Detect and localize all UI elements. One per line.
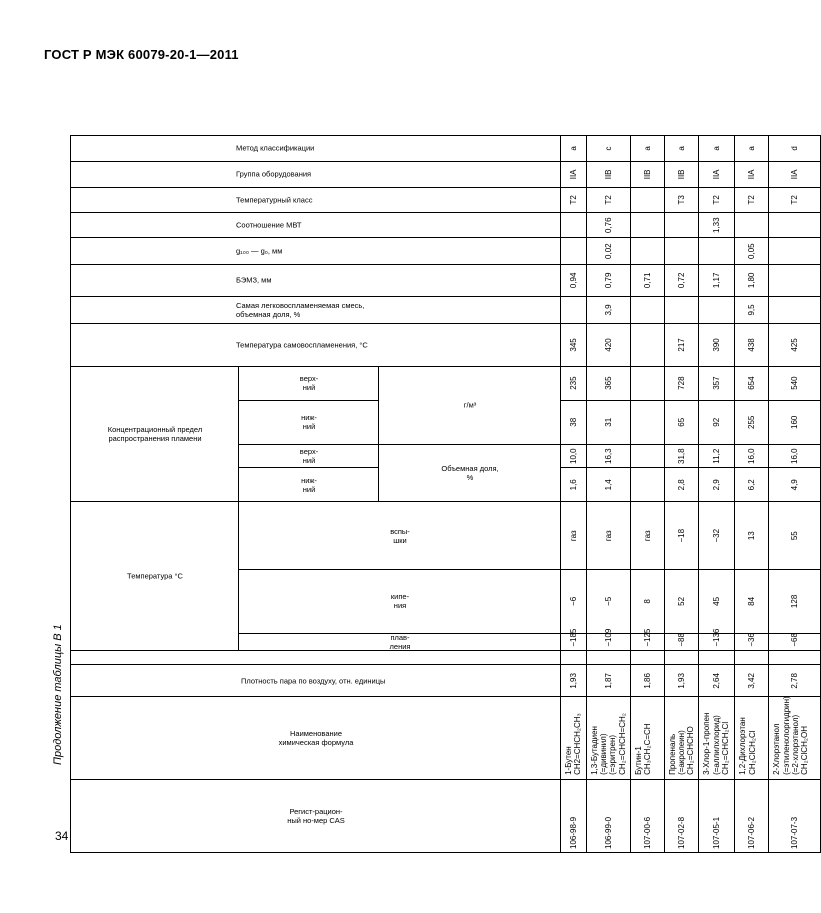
cell-hg: 540 [769,366,821,400]
cell-me: a [664,135,699,161]
cell-tf: −18 [664,502,699,570]
header-t-flash: вспы-шки [239,502,561,570]
cell-mi [630,213,664,238]
cell-density: 2,64 [699,665,735,697]
cell-density: 2,78 [769,665,821,697]
cell-hv [630,445,664,468]
cell-tb: 52 [664,570,699,634]
cell-me: a [630,135,664,161]
cell-mx [664,296,699,324]
cell-name [630,697,664,780]
table-row [735,83,769,853]
cell-bm: 0,94 [561,264,587,296]
cell-lg: 92 [699,400,735,445]
cell-density: 3,42 [735,665,769,697]
name-line: Бутин-1 [633,746,643,775]
name-line: 1,2-Дихлорэтан [738,717,748,775]
cell-density: 1,93 [561,665,587,697]
header-density: Плотность пара по воздуху, отн. единицы [71,665,561,697]
cell-tc: T2 [587,187,631,212]
cell-me: a [699,135,735,161]
substance-table [70,83,821,853]
cell-gd [561,238,587,264]
cell-mi [561,213,587,238]
cell-ai: 438 [735,324,769,366]
cell-density: 1,93 [664,665,699,697]
cell-lv: 6,2 [735,468,769,502]
header-gm3: г/м³ [379,366,561,444]
cell-lv [630,468,664,502]
header-autoignition: Температура самовоспламенения, °С [71,324,561,366]
header-low-gm3: ниж-ний [239,400,379,445]
header-concentration: Концентрационный предел распространения пламени [71,366,239,502]
cell-mx [769,296,821,324]
cell-lg [630,400,664,445]
header-tclass: Температурный класс [71,187,561,212]
cell-spacer [699,650,735,665]
header-low-vol: ниж-ний [239,468,379,502]
cell-gd: 0,05 [735,238,769,264]
cell-lv: 4,9 [769,468,821,502]
cell-tb: −5 [587,570,631,634]
cell-cas: 107-05-1 [699,779,735,852]
header-high-gm3: верх-ний [239,366,379,400]
cell-hg: 654 [735,366,769,400]
cell-hg [630,366,664,400]
name-line: (=дивинил) [599,733,609,775]
cell-cas: 106-99-0 [587,779,631,852]
cell-me: c [587,135,631,161]
cell-gr: IIA [735,162,769,187]
cell-ai: 420 [587,324,631,366]
cell-name [664,697,699,780]
rotated-table-wrapper [70,83,809,853]
cell-name [587,697,631,780]
cell-density: 1,86 [630,665,664,697]
name-line: (=аллилхлорид) [711,715,721,775]
header-mixture: Самая легковоспламеняемая смесь, объемная доля, % [71,296,561,324]
name-line: CH₃CH₂C=CH [642,723,652,775]
table-row [769,83,821,853]
cell-ai: 425 [769,324,821,366]
header-high-vol: верх-ний [239,445,379,468]
cell-tb: 128 [769,570,821,634]
cell-tb: −6 [561,570,587,634]
cell-hv: 16,0 [769,445,821,468]
cell-hv: 16,0 [735,445,769,468]
cell-hv: 10,0 [561,445,587,468]
cell-bm: 0,72 [664,264,699,296]
cell-lv: 1,6 [561,468,587,502]
cell-spacer [664,650,699,665]
name-line: 1-Бутен [564,746,573,775]
cell-spacer [587,650,631,665]
header-gap [71,650,561,665]
cell-cas: 107-02-8 [664,779,699,852]
cell-gr: IIA [561,162,587,187]
table-caption: Продолжение таблицы В 1 [52,624,64,765]
header-volume-fraction: Объемная доля, % [379,445,561,502]
cell-ai: 390 [699,324,735,366]
header-name: Наименование химическая формула [71,697,561,780]
cell-gr: IIA [769,162,821,187]
cell-hv: 31,8 [664,445,699,468]
cell-mx [699,296,735,324]
cell-hg: 728 [664,366,699,400]
cell-lv: 2,8 [664,468,699,502]
name-line: CH₂=CHCH₂Cl [720,721,730,775]
cell-lg: 65 [664,400,699,445]
name-line: (=акролеин) [676,730,686,775]
cell-gd [630,238,664,264]
cell-tc: T2 [769,187,821,212]
name-line: CH2=CHCH₂CH₃ [573,713,583,775]
header-temperature: Температура °С [71,502,239,650]
name-line: CH₂=CHCH=CH₂ [617,713,627,775]
header-mit: Соотношение МВТ [71,213,561,238]
table-row [630,83,664,853]
cell-gd: 0,02 [587,238,631,264]
cell-bm: 1,17 [699,264,735,296]
cell-tf: газ [630,502,664,570]
cell-tf: газ [561,502,587,570]
cell-tc [630,187,664,212]
table-row [699,83,735,853]
cell-name [769,697,821,780]
cell-me: a [735,135,769,161]
table-row [664,83,699,853]
cell-tc: T3 [664,187,699,212]
cell-bm: 1,80 [735,264,769,296]
cell-spacer [735,650,769,665]
cell-tm: −185 [561,633,587,650]
table-row [587,83,631,853]
cell-density: 1,87 [587,665,631,697]
header-cas: Регист-рацион-ный но-мер CAS [71,779,561,852]
cell-tf: 13 [735,502,769,570]
cell-bm [769,264,821,296]
cell-tf: газ [587,502,631,570]
cell-tf: −32 [699,502,735,570]
cell-gr: IIB [587,162,631,187]
name-line: 2-Хлорэтанол [772,723,782,775]
cell-mi: 1,33 [699,213,735,238]
cell-bm: 0,71 [630,264,664,296]
header-method: Метод классификации [71,135,561,161]
cell-name [699,697,735,780]
cell-gr: IIB [664,162,699,187]
cell-mi [664,213,699,238]
cell-tm: −136 [699,633,735,650]
cell-name [735,697,769,780]
table-row [561,83,587,853]
page-number: 34 [55,829,69,843]
cell-spacer [630,650,664,665]
cell-mi: 0,76 [587,213,631,238]
cell-tc: T2 [735,187,769,212]
name-line: CH₂ClCH₂OH [799,726,809,775]
cell-lg: 255 [735,400,769,445]
cell-tm: −88 [664,633,699,650]
name-line: CH₂ClCH₂Cl [747,730,757,775]
cell-lg: 31 [587,400,631,445]
name-line: 3-Хлор-1-пропен [702,712,712,775]
cell-mx: 3,9 [587,296,631,324]
cell-tb: 8 [630,570,664,634]
header-t-melt: плав-ления [239,633,561,650]
name-line: (=2-хлорэтанол) [790,714,800,775]
cell-tm: −68 [769,633,821,650]
cell-mx [630,296,664,324]
name-line: Пропеналь [667,733,677,775]
cell-me: a [561,135,587,161]
cell-cas: 106-98-9 [561,779,587,852]
cell-cas: 107-06-2 [735,779,769,852]
cell-tm: −36 [735,633,769,650]
header-bemz: БЭМЗ, мм [71,264,561,296]
cell-gd [664,238,699,264]
header-gdiff: g₁₀₀ — g₀, мм [71,238,561,264]
name-line: CH₂=CHCHO [686,726,696,775]
cell-ai [630,324,664,366]
cell-gd [769,238,821,264]
cell-hg: 357 [699,366,735,400]
cell-ai: 345 [561,324,587,366]
table-body [561,83,821,853]
cell-tc: T2 [561,187,587,212]
cell-tf: 55 [769,502,821,570]
cell-hg: 235 [561,366,587,400]
cell-lv: 2,9 [699,468,735,502]
cell-mx [561,296,587,324]
cell-cas: 107-07-3 [769,779,821,852]
cell-gr: IIA [699,162,735,187]
cell-cas: 107-00-6 [630,779,664,852]
cell-me: d [769,135,821,161]
cell-spacer [561,650,587,665]
header-t-boil: кипе-ния [239,570,561,634]
cell-tc: T2 [699,187,735,212]
cell-gd [699,238,735,264]
cell-gr: IIB [630,162,664,187]
cell-tm: −109 [587,633,631,650]
cell-lv: 1,4 [587,468,631,502]
cell-mx: 9,5 [735,296,769,324]
cell-spacer [769,650,821,665]
cell-hg: 365 [587,366,631,400]
name-line: (=этиленхлоргидрин) [781,696,791,775]
header-group: Группа оборудования [71,162,561,187]
cell-hv: 16,3 [587,445,631,468]
cell-hv: 11,2 [699,445,735,468]
cell-tm: −125 [630,633,664,650]
cell-name [561,697,587,780]
name-line: 1,3-Бутадиен [590,726,599,775]
cell-tb: 84 [735,570,769,634]
cell-tb: 45 [699,570,735,634]
cell-lg: 38 [561,400,587,445]
name-line: (=эритрен) [608,734,618,775]
cell-bm: 0,79 [587,264,631,296]
cell-lg: 160 [769,400,821,445]
document-header: ГОСТ Р МЭК 60079-20-1—2011 [44,47,239,62]
table-header [71,83,561,853]
cell-mi [769,213,821,238]
cell-ai: 217 [664,324,699,366]
cell-mi [735,213,769,238]
